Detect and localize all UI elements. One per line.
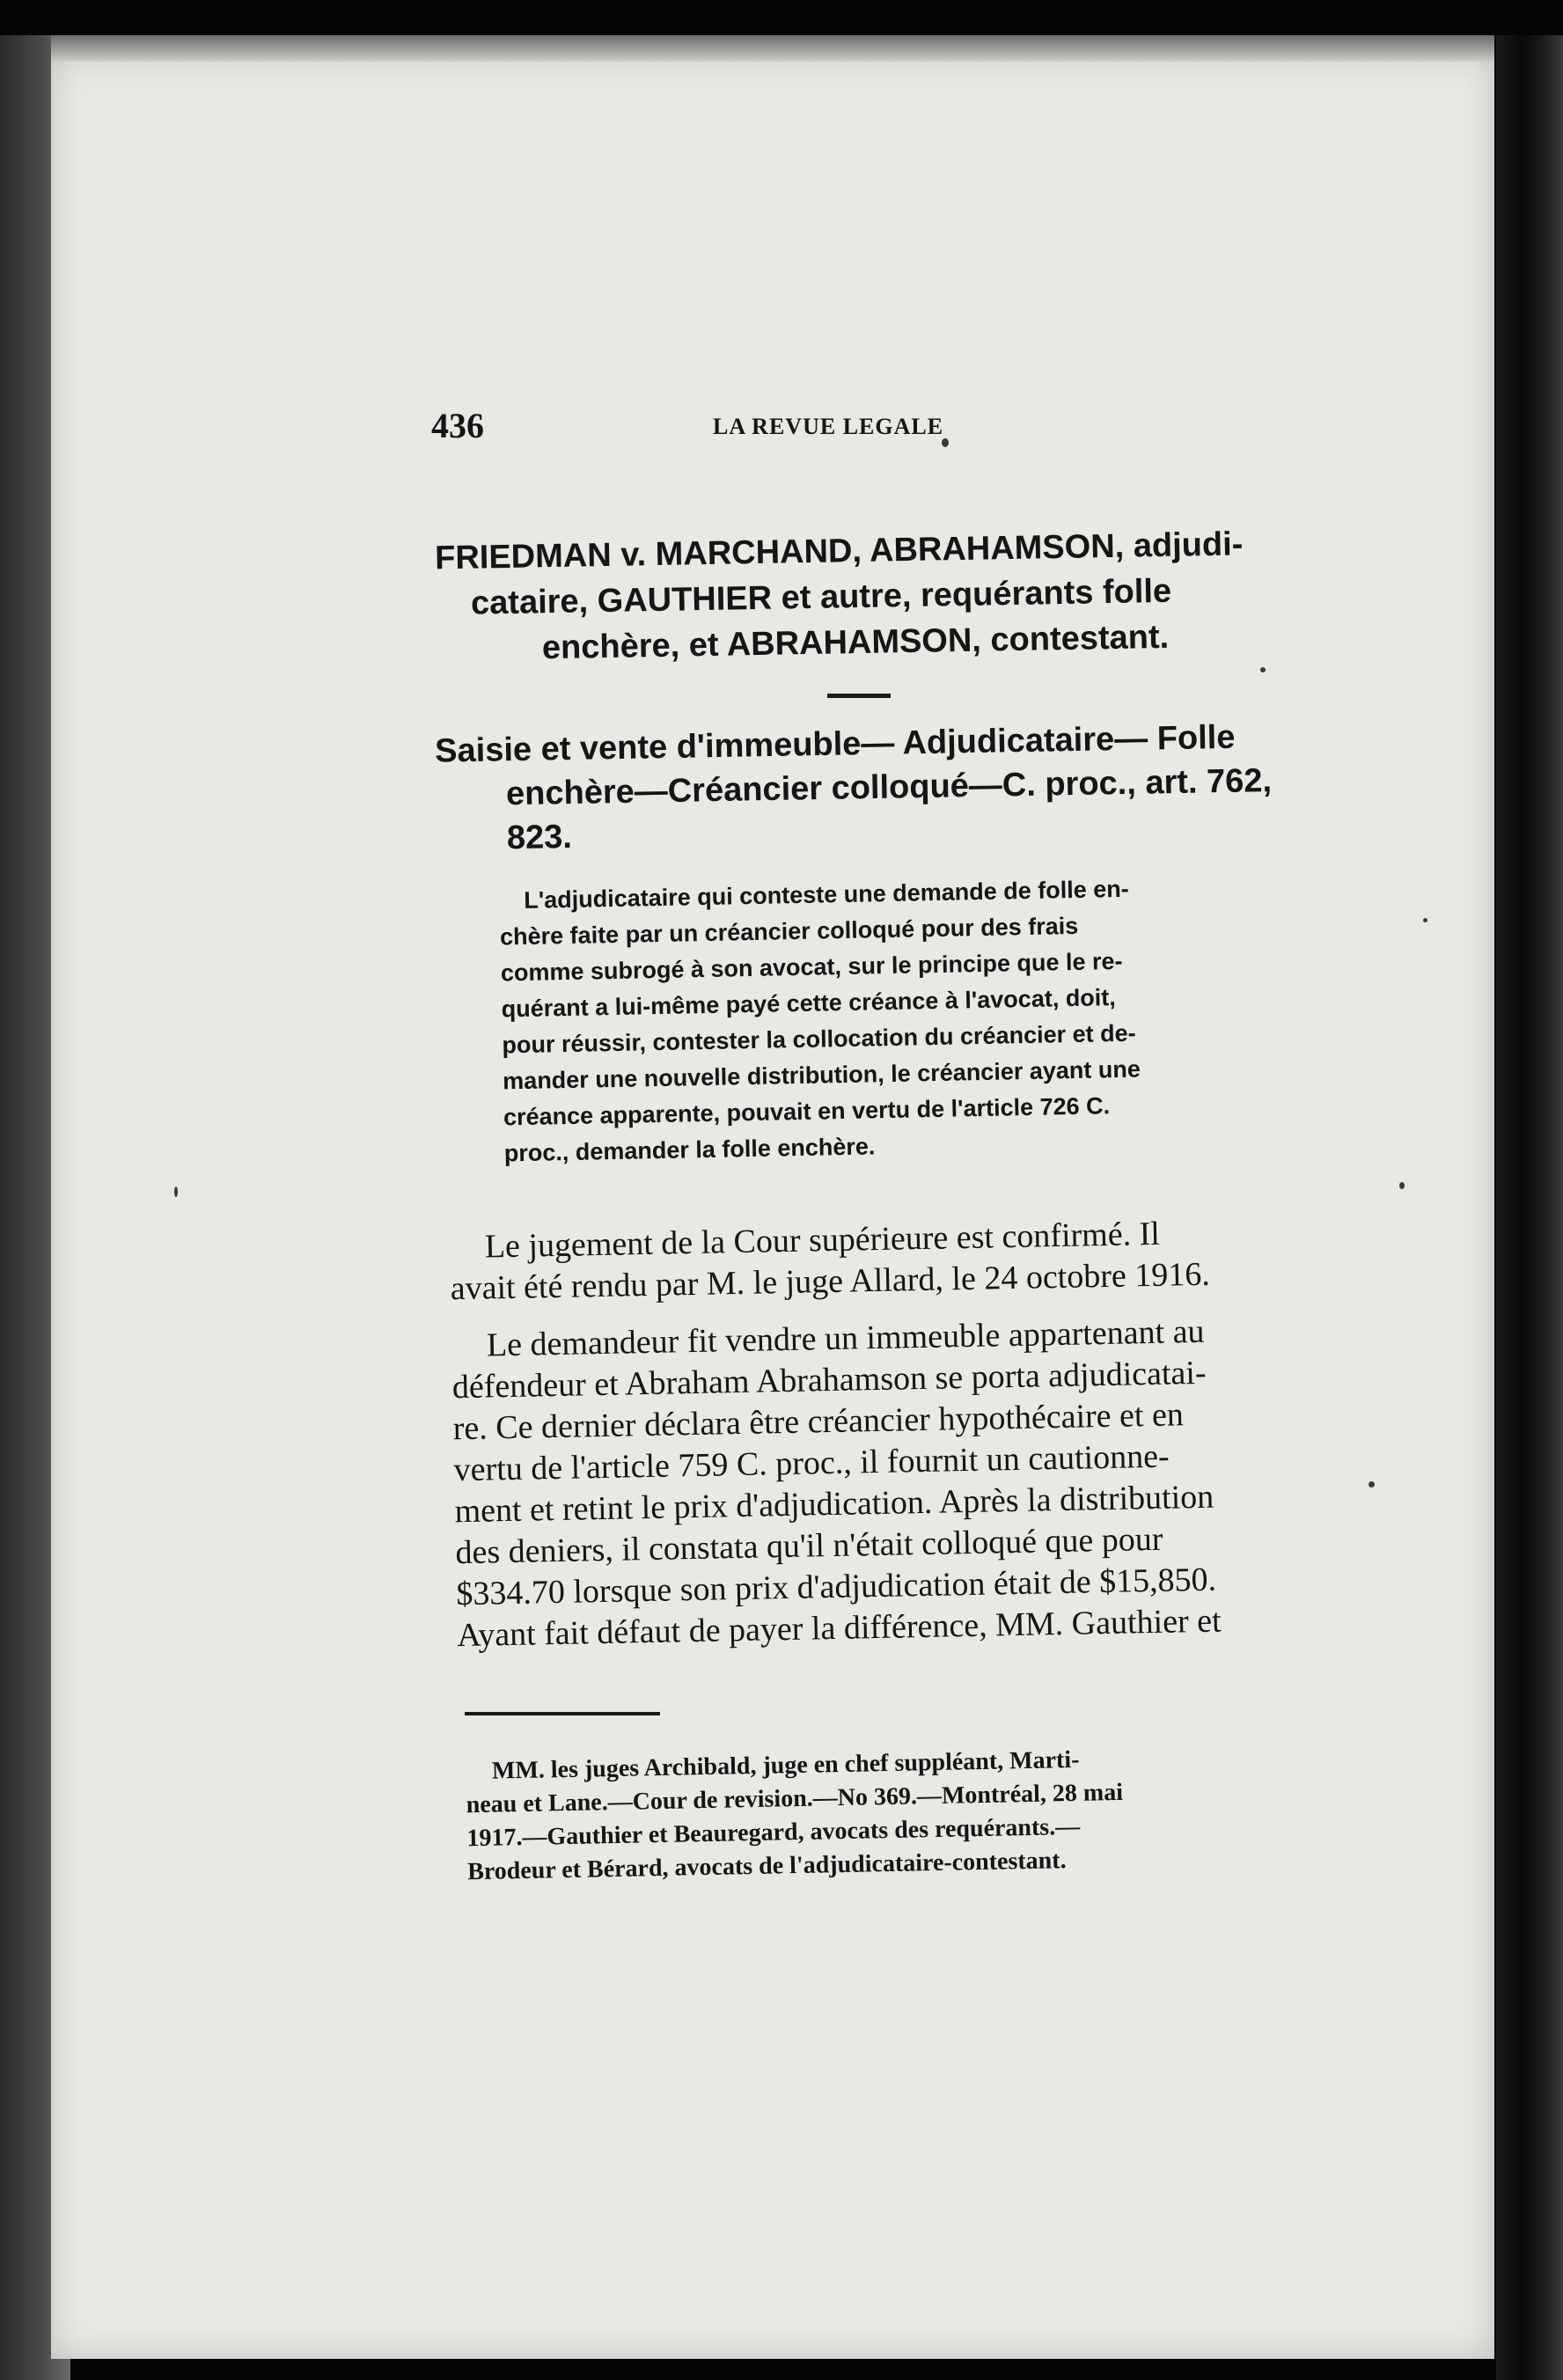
footnote [466,1739,1313,1889]
scan-speck [1423,918,1427,922]
body-line: Le demandeur fit vendre un immeuble appartenant au [486,1312,1205,1364]
summary-paragraph [499,869,1279,1172]
case-title [435,521,1282,673]
summary-line: proc., demander la folle enchère. [503,1133,876,1167]
subject-line: enchère—Créancier colloqué—C. proc., art. 762, [505,762,1273,813]
footnote-line: Brodeur et Bérard, avocats de l'adjudicataire-contestant. [466,1847,1067,1886]
case-title-line: FRIEDMAN v. MARCHAND, ABRAHAMSON, adjudi- [434,525,1244,577]
summary-line: mander une nouvelle distribution, le créancier ayant une [502,1055,1141,1095]
body-line: défendeur et Abraham Abrahamson se porta adjudicatai- [451,1354,1207,1407]
body-line: vertu de l'article 759 C. proc., il fournit un cautionne- [453,1437,1170,1489]
body-line: re. Ce dernier déclara être créancier hypothécaire et en [452,1396,1185,1448]
subject-line: Saisie et vente d'immeuble— Adjudicataire— Folle [434,718,1236,770]
summary-line: quérant a lui-même payé cette créance à l'avocat, doit, [501,984,1117,1023]
case-title-line: cataire, GAUTHIER et autre, requérants folle [470,572,1172,622]
footnote-line: neau et Lane.—Cour de revision.—No 369.—Montréal, 28 mai [466,1778,1124,1819]
body-line: des deniers, il constata qu'il n'était colloqué que pour [455,1520,1163,1572]
footnote-divider [465,1712,660,1715]
title-divider [827,694,891,698]
document-page [51,53,1494,2359]
summary-line: comme subrogé à son avocat, sur le principe que le re- [500,947,1123,987]
body-line: ment et retint le prix d'adjudication. Après la distribution [454,1478,1214,1531]
page-number: 436 [431,406,484,445]
body-line: $334.70 lorsque son prix d'adjudication était de $15,850. [456,1561,1217,1613]
summary-line: chère faite par un créancier colloqué pour des frais [499,912,1079,951]
scan-speck [1260,667,1266,672]
scan-speck [1399,1182,1405,1189]
summary-line: créance apparente, pouvait en vertu de l'article 726 C. [503,1092,1111,1131]
footnote-line: 1917.—Gauthier et Beauregard, avocats des requérants.— [466,1812,1081,1853]
body-text [449,1211,1302,1656]
footnote-line: MM. les juges Archibald, juge en chef suppléant, Marti- [491,1745,1080,1785]
body-line: avait été rendu par M. le juge Allard, le 24 octobre 1916. [450,1255,1211,1308]
page-right-edge [1496,35,1563,2380]
running-head [431,405,1276,458]
subject-headnote [435,714,1308,861]
case-title-line: enchère, et ABRAHAMSON, contestant. [541,618,1170,667]
subject-line: 823. [506,818,573,857]
scan-speck [174,1186,178,1197]
summary-line: L'adjudicataire qui conteste une demande de folle en- [524,875,1130,914]
summary-line: pour réussir, contester la collocation du créancier et de- [502,1019,1136,1059]
body-line: Ayant fait défaut de payer la différence, MM. Gauthier et [456,1602,1222,1655]
journal-title: LA REVUE LEGALE [713,414,944,439]
scan-speck [1369,1481,1375,1488]
page-top-edge [51,35,1494,62]
body-line: Le jugement de la Cour supérieure est confirmé. Il [484,1215,1161,1266]
